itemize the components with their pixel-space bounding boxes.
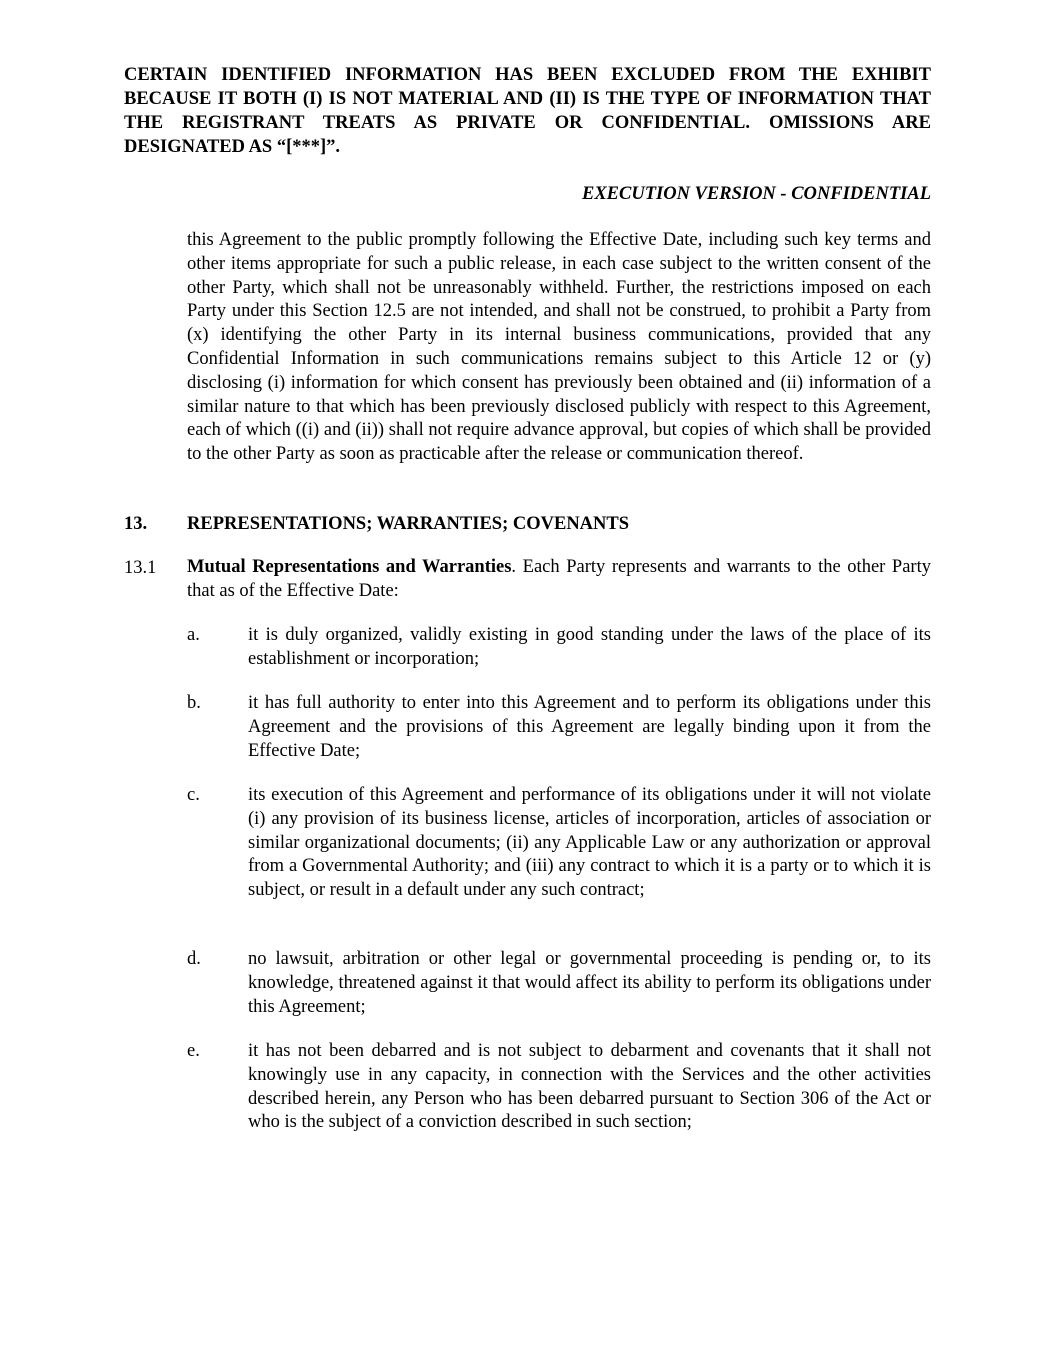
subsection-intro: . Each Party represents and warrants to the other Party that as of the Effective Date: (187, 557, 931, 601)
clause-c (187, 784, 931, 903)
clause-e (187, 1040, 931, 1135)
confidentiality-notice: CERTAIN IDENTIFIED INFORMATION HAS BEEN EXCLUDED FROM THE EXHIBIT BECAUSE IT BOTH (I) IS NOT MATERIAL AND (II) IS THE TYPE OF INFORMATION THAT THE REGISTRANT TREATS AS PRIVATE OR CONFIDENTIAL. OMISSIONS ARE DESIGNATED AS “[***]”. (124, 65, 931, 157)
clause-a (187, 624, 931, 672)
clause-text: it is duly organized, validly existing in good standing under the laws of the place of its establishment or incorporation; (248, 625, 931, 669)
clause-letter: e. (187, 1041, 200, 1061)
clause-letter: d. (187, 949, 201, 969)
clause-text: it has not been debarred and is not subject to debarment and covenants that it shall not knowingly use in any capacity, in connection with the Services and the other activities described herein, any Person who has been debarred pursuant to Section 306 of the Act or who is the subject of a conviction described in such section; (248, 1041, 931, 1133)
section-heading (124, 512, 931, 536)
subsection-title: Mutual Representations and Warranties (187, 557, 512, 577)
clause-text: its execution of this Agreement and performance of its obligations under it will not violate (i) any provision of its business license, articles of incorporation, articles of association or similar organizational documents; (ii) any Applicable Law or any authorization or approval from a Governmental Authority; and (iii) any contract to which it is a party or to which it is subject, or result in a default under any such contract; (248, 785, 931, 901)
clause-letter: b. (187, 693, 201, 713)
section-number: 13. (124, 514, 148, 534)
clause-letter: c. (187, 785, 200, 805)
section-title: REPRESENTATIONS; WARRANTIES; COVENANTS (187, 514, 630, 534)
clause-text: no lawsuit, arbitration or other legal or governmental proceeding is pending or, to its knowledge, threatened against it that would affect its ability to perform its obligations under this Agreement; (248, 949, 931, 1017)
clause-letter: a. (187, 625, 200, 645)
subsection-paragraph (187, 556, 931, 604)
subsection-number: 13.1 (124, 558, 157, 578)
clause-text: it has full authority to enter into this Agreement and to perform its obligations under this Agreement and the provisions of this Agreement are legally binding upon it from the Effective Date; (248, 693, 931, 761)
continuation-paragraph: this Agreement to the public promptly following the Effective Date, including such key terms and other items appropriate for such a public release, in each case subject to the written consent of the other Party, which shall not be unreasonably withheld. Further, the restrictions imposed on each Party under this Section 12.5 are not intended, and shall not be construed, to prohibit a Party from (x) identifying the other Party in its internal business communications, provided that any Confidential Information in such communications remains subject to this Article 12 or (y) disclosing (i) information for which consent has previously been obtained and (ii) information of a similar nature to that which has been previously disclosed publicly with respect to this Agreement, each of which ((i) and (ii)) shall not require advance approval, but copies of which shall be provided to the other Party as soon as practicable after the release or communication thereof. (187, 230, 931, 465)
execution-version-label: EXECUTION VERSION - CONFIDENTIAL (582, 184, 931, 204)
clause-d (187, 948, 931, 1019)
clause-b (187, 692, 931, 763)
